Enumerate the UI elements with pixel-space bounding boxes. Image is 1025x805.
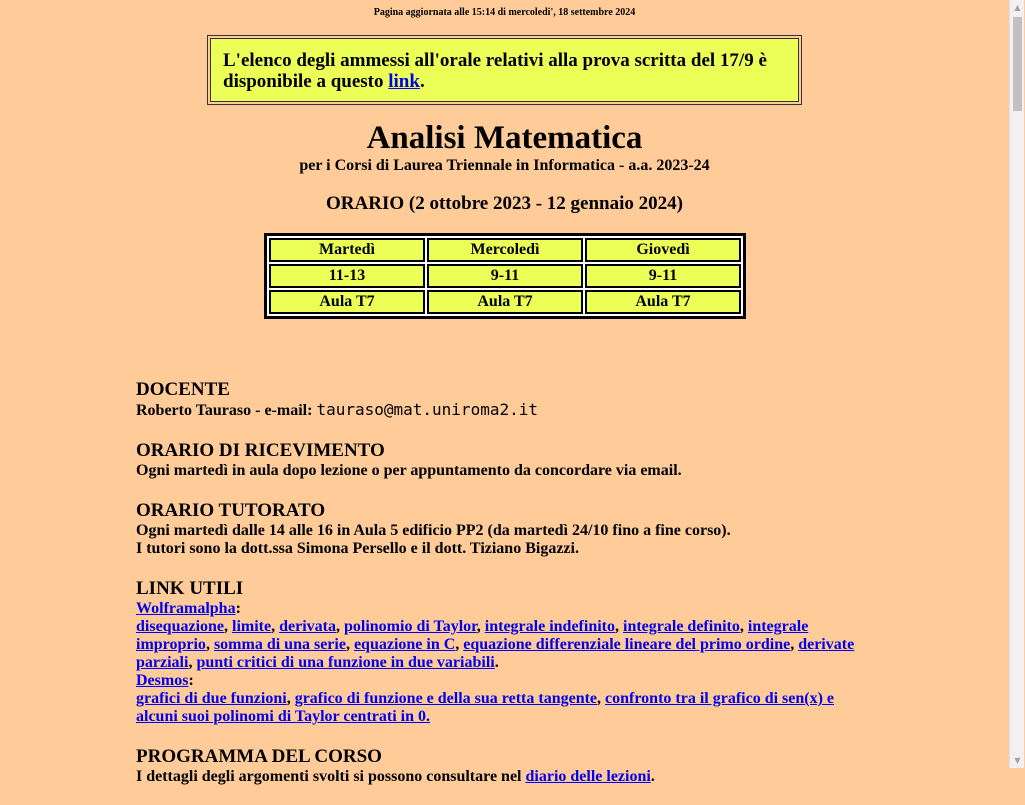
wolfram-limite-link[interactable]: limite [232, 618, 272, 635]
wolfram-derivate-parziali-link[interactable]: derivate parziali [136, 636, 855, 671]
wolfram-serie-link[interactable]: somma di una serie [213, 636, 346, 653]
page-title: Analisi Matematica [366, 120, 643, 156]
wolfram-eq-differenziale-link[interactable]: equazione differenziale lineare del primo ordine [463, 636, 791, 653]
notice-tail: . [419, 71, 425, 92]
notice-content [210, 38, 799, 102]
tutorato-section [136, 499, 876, 558]
scroll-down-arrow-icon[interactable]: ▼ [1014, 756, 1021, 765]
ricevimento-section [136, 439, 876, 480]
desmos-taylor-sen-link[interactable]: confronto tra il grafico di sen(x) e alcuni suoi polinomi di Taylor centrati in 0. [136, 690, 835, 725]
docente-email: tauraso@mat.uniroma2.it [316, 400, 538, 419]
schedule-table [264, 233, 746, 319]
links-heading: LINK UTILI [136, 578, 244, 599]
schedule-room-3: Aula T7 [585, 290, 741, 314]
wolfram-taylor-link[interactable]: polinomio di Taylor [343, 618, 477, 635]
desmos-link[interactable]: Desmos [136, 672, 189, 689]
docente-section [136, 378, 876, 420]
wolfram-derivata-link[interactable]: derivata [279, 618, 336, 635]
links-section: LINK UTILI Wolframalpha: disequazione, limite, derivata, polinomio di Taylor, integrale indefinito, integrale definito, integrale improprio, somma di una serie, equazione in C, equazione differenziale lineare del primo ordine, derivate parziali, punti critici di una funzione in due variabili. Desmos: grafici di due funzioni, grafico di funzione e della sua retta tangente, confronto tra il grafico di sen(x) e alcuni suoi polinomi di Taylor centrati in 0. [136, 577, 876, 726]
schedule-room-2: Aula T7 [427, 290, 583, 314]
wolfram-integrale-definito-link[interactable]: integrale definito [623, 618, 740, 635]
schedule-day-2: Mercoledì [427, 238, 583, 262]
last-updated: Pagina aggiornata alle 15:14 di mercoledi', 18 settembre 2024 [373, 7, 636, 18]
tutorato-line-1: Ogni martedì dalle 14 alle 16 in Aula 5 edificio PP2 (da martedì 24/10 fino a fine corso). [136, 522, 731, 539]
schedule-hours-2: 9-11 [427, 264, 583, 288]
programma-heading: PROGRAMMA DEL CORSO [136, 746, 382, 767]
wolfram-integrale-indefinito-link[interactable]: integrale indefinito [484, 618, 615, 635]
schedule-hours-3: 9-11 [585, 264, 741, 288]
desmos-links-list: grafici di due funzioni, grafico di funzione e della sua retta tangente, confronto tra il grafico di sen(x) e alcuni suoi polinomi di Taylor centrati in 0. [136, 690, 835, 725]
schedule-heading: ORARIO (2 ottobre 2023 - 12 gennaio 2024) [326, 193, 683, 214]
tutorato-heading: ORARIO TUTORATO [136, 500, 326, 521]
schedule-day-1: Martedì [269, 238, 425, 262]
desmos-retta-tangente-link[interactable]: grafico di funzione e della sua retta tangente [294, 690, 598, 707]
tutorato-line-2: I tutori sono la dott.ssa Simona Persello e il dott. Tiziano Bigazzi. [136, 540, 579, 557]
wolfram-disequazione-link[interactable]: disequazione [136, 618, 225, 635]
notice-text: L'elenco degli ammessi all'orale relativi alla prova scritta del 17/9 è disponibile a questo [223, 50, 767, 92]
schedule-day-3: Giovedì [585, 238, 741, 262]
programma-section [136, 745, 876, 786]
schedule-room-1: Aula T7 [269, 290, 425, 314]
scroll-up-arrow-icon[interactable]: ▲ [1014, 3, 1021, 12]
diario-lezioni-link[interactable]: diario delle lezioni [525, 768, 651, 785]
ricevimento-text: Ogni martedì in aula dopo lezione o per appuntamento da concordare via email. [136, 462, 682, 479]
programma-text: I dettagli degli argomenti svolti si possono consultare nel [136, 768, 522, 785]
page-subtitle: per i Corsi di Laurea Triennale in Informatica - a.a. 2023-24 [299, 157, 710, 174]
ricevimento-heading: ORARIO DI RICEVIMENTO [136, 440, 385, 461]
docente-text: Roberto Tauraso - e-mail: [136, 402, 313, 419]
programma-tail: . [650, 768, 655, 785]
scrollbar-thumb[interactable] [1013, 17, 1022, 111]
wolfram-links-list: disequazione, limite, derivata, polinomio di Taylor, integrale indefinito, integrale definito, integrale improprio, somma di una serie, equazione in C, equazione differenziale lineare del primo ordine, derivate parziali, punti critici di una funzione in due variabili. [136, 618, 855, 671]
schedule-hours-1: 11-13 [269, 264, 425, 288]
desmos-due-funzioni-link[interactable]: grafici di due funzioni [136, 690, 287, 707]
wolfram-equazione-c-link[interactable]: equazione in C [353, 636, 456, 653]
docente-heading: DOCENTE [136, 379, 230, 400]
notice-box [207, 35, 802, 105]
wolfram-link[interactable]: Wolframalpha [136, 600, 236, 617]
wolfram-integrale-improprio-link[interactable]: integrale improprio [136, 618, 809, 653]
notice-link[interactable]: link [388, 71, 420, 92]
main-content [136, 378, 876, 805]
vertical-scrollbar[interactable] [1009, 0, 1024, 768]
wolfram-punti-critici-link[interactable]: punti critici di una funzione in due variabili [196, 654, 495, 671]
